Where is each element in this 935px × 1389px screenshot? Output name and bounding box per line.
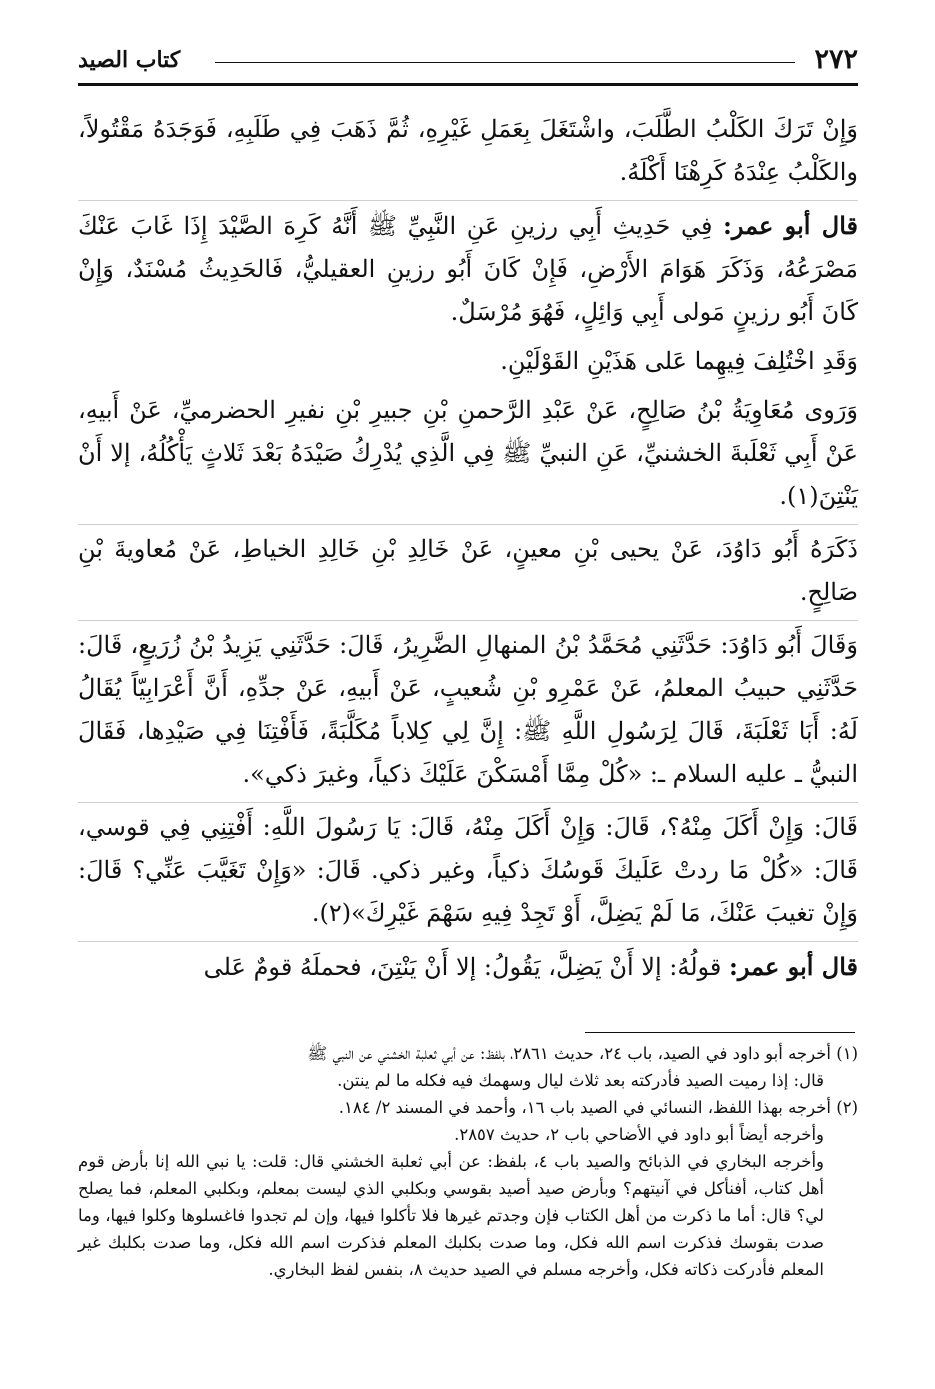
main-text xyxy=(78,108,858,995)
footnote-1: (١) أخرجه أبو داود في الصيد، باب ٢٤، حديث ٢٨٦١، بلفظ: عن أبي ثعلبة الخشني عن النبي ﷺ xyxy=(307,1044,858,1063)
paragraph-2 xyxy=(78,200,858,334)
paragraph-6-text: وَقَالَ أَبُو دَاوُدَ: حَدَّثَنِي مُحَمَّدُ بْنُ المنهالِ الضَّرِيرُ، قَالَ: حَدَّثَنِي يَزِيدُ بْنُ زُرَيعٍ، قَالَ: حَدَّثَنِي حبيبُ المعلمُ، عَنْ عَمْرِو بْنِ شُعيبٍ، عَنْ أَبيهِ، عَنْ جدِّهِ، أَنَّ أَعْرَابِيّاً يُقَالُ لَهُ: أَبَا ثَعْلَبَةَ، قَالَ لِرَسُولِ اللَّهِ ﷺ: إِنَّ لِي كِلاباً مُكَلَّبَةً، فَأَفْتِنَا فِي صَيْدِها، فَقَالَ النبيُّ ـ عليه السلام ـ: «كُلْ مِمَّا أَمْسَكْنَ عَلَيْكَ ذكياً، وغيرَ ذكي». xyxy=(78,631,858,788)
paragraph-4 xyxy=(78,389,858,518)
paragraph-4-text: وَرَوى مُعَاوِيَةُ بْنُ صَالِحٍ، عَنْ عَبْدِ الرَّحمنِ بْنِ جبيرِ بْنِ نفيرِ الحضرميِّ، عَنْ أَبيهِ، عَنْ أَبِي ثَعْلَبةَ الخشنيِّ، عَنِ النبيِّ ﷺ فِي الَّذِي يُدْرِكُ صَيْدَهُ بَعْدَ ثَلاثٍ يَأْكُلُهُ، إلا أَنْ يَنْتِنَ(١). xyxy=(78,396,858,510)
paragraph-5-text: ذَكَرَهُ أَبُو دَاوُدَ، عَنْ يحيى بْنِ معينٍ، عَنْ خَالِدِ بْنِ خَالِدِ الخياطِ، عَنْ مُعاويةَ بْنِ صَالِحٍ. xyxy=(78,535,858,606)
footnote-2-continuation: وأخرجه أيضاً أبو داود في الأضاحي باب ٢، حديث ٢٨٥٧. xyxy=(454,1125,824,1144)
paragraph-5 xyxy=(78,524,858,614)
footnote-1-continuation: قال: إذا رميت الصيد فأدركته بعد ثلاث ليال وسهمك فيه فكله ما لم ينتن. xyxy=(337,1071,824,1090)
paragraph-1-text: وَإِنْ تَرَكَ الكَلْبُ الطَّلَبَ، واشْتَغَلَ بِعَمَلِ غَيْرِهِ، ثُمَّ ذَهَبَ فِي طَلَبِهِ، فَوَجَدَهُ مَقْتُولاً، والكَلْبُ عِنْدَهُ كَرِهْنَا أَكْلَهُ. xyxy=(78,115,858,186)
paragraph-7-text: قَالَ: وَإِنْ أَكَلَ مِنْهُ؟، قَالَ: وَإِنْ أَكَلَ مِنْهُ، قَالَ: يَا رَسُولَ اللَّهِ: أَفْتِنِي فِي قوسي، قَالَ: «كُلْ مَا ردتْ عَلَيكَ قَوسُكَ ذكياً، وغير ذكي. قَالَ: «وَإِنْ تَغَيَّبَ عَنِّي؟ قَالَ: وَإِنْ تغيبَ عَنْكَ، مَا لَمْ يَضِلَّ، أَوْ تَجِدْ فِيهِ سَهْمَ غَيْرِكَ»(٢). xyxy=(78,813,858,927)
paragraph-3-text: وَقَدِ اخْتُلِفَ فِيهِما عَلى هَذَيْنِ القَوْلَيْنِ. xyxy=(500,347,858,375)
footnote-2-bukhari-note: وأخرجه البخاري في الذبائح والصيد باب ٤، بلفظ: عن أبي ثعلبة الخشني قال: قلت: يا نبي الله إنا بأرض قوم أهل كتاب، أفنأكل في آنيتهم؟ وبأرض صيد أصيد بقوسي وبكلبي الذي ليست بمعلم، وبكلبي المعلم، فما يصلح لي؟ قال: أما ما ذكرت من أهل الكتاب فإن وجدتم غيرها فلا تأكلوا فيها، وإن لم تجدوا فاغسلوها وكلوا فيها، وما صدت بقوسك فذكرت اسم الله فكل، وما صدت بكلبك المعلم فذكرت اسم الله فكل، وما صدت بكلبك غير المعلم فأدركت ذكاته فكل، وأخرجه مسلم في الصيد حديث ٨، بنفس لفظ البخاري. xyxy=(78,1152,824,1279)
footnotes xyxy=(78,1040,858,1283)
header-divider xyxy=(78,83,858,86)
paragraph-8 xyxy=(78,941,858,989)
paragraph-8-text: قولُهُ: إلا أَنْ يَضِلَّ، يَقُولُ: إلا أَنْ يَنْتِنَ، فحملَهُ قومٌ عَلى xyxy=(203,953,730,981)
paragraph-2-text: فِي حَدِيثِ أَبِي رزينِ عَنِ النَّبِيِّ ﷺ أَنَّهُ كَرِهَ الصَّيْدَ إِذَا غَابَ عَنْكَ مَصْرَعُهُ، وَذَكَرَ هَوَامَ الأَرْضِ، فَإِنْ كَانَ أَبُو رزينِ العقيليُّ، فَالحَدِيثُ مُسْنَدٌ، وَإِنْ كَانَ أَبُو رزينٍ مَولى أَبِي وَائِلٍ، فَهُوَ مُرْسَلٌ. xyxy=(78,212,858,326)
paragraph-1 xyxy=(78,108,858,194)
header-divider-thin xyxy=(215,62,795,63)
footnote-divider xyxy=(585,1032,855,1033)
paragraph-3 xyxy=(78,340,858,383)
paragraph-7 xyxy=(78,802,858,935)
footnote-2: (٢) أخرجه بهذا اللفظ، النسائي في الصيد باب ١٦، وأحمد في المسند ٢/ ١٨٤. xyxy=(338,1098,858,1117)
speaker-label: قال أبو عمر: xyxy=(729,952,858,981)
speaker-label: قال أبو عمر: xyxy=(723,211,858,240)
paragraph-6 xyxy=(78,620,858,796)
page-number: ٢٧٢ xyxy=(814,44,858,75)
running-title: كتاب الصيد xyxy=(78,47,181,73)
